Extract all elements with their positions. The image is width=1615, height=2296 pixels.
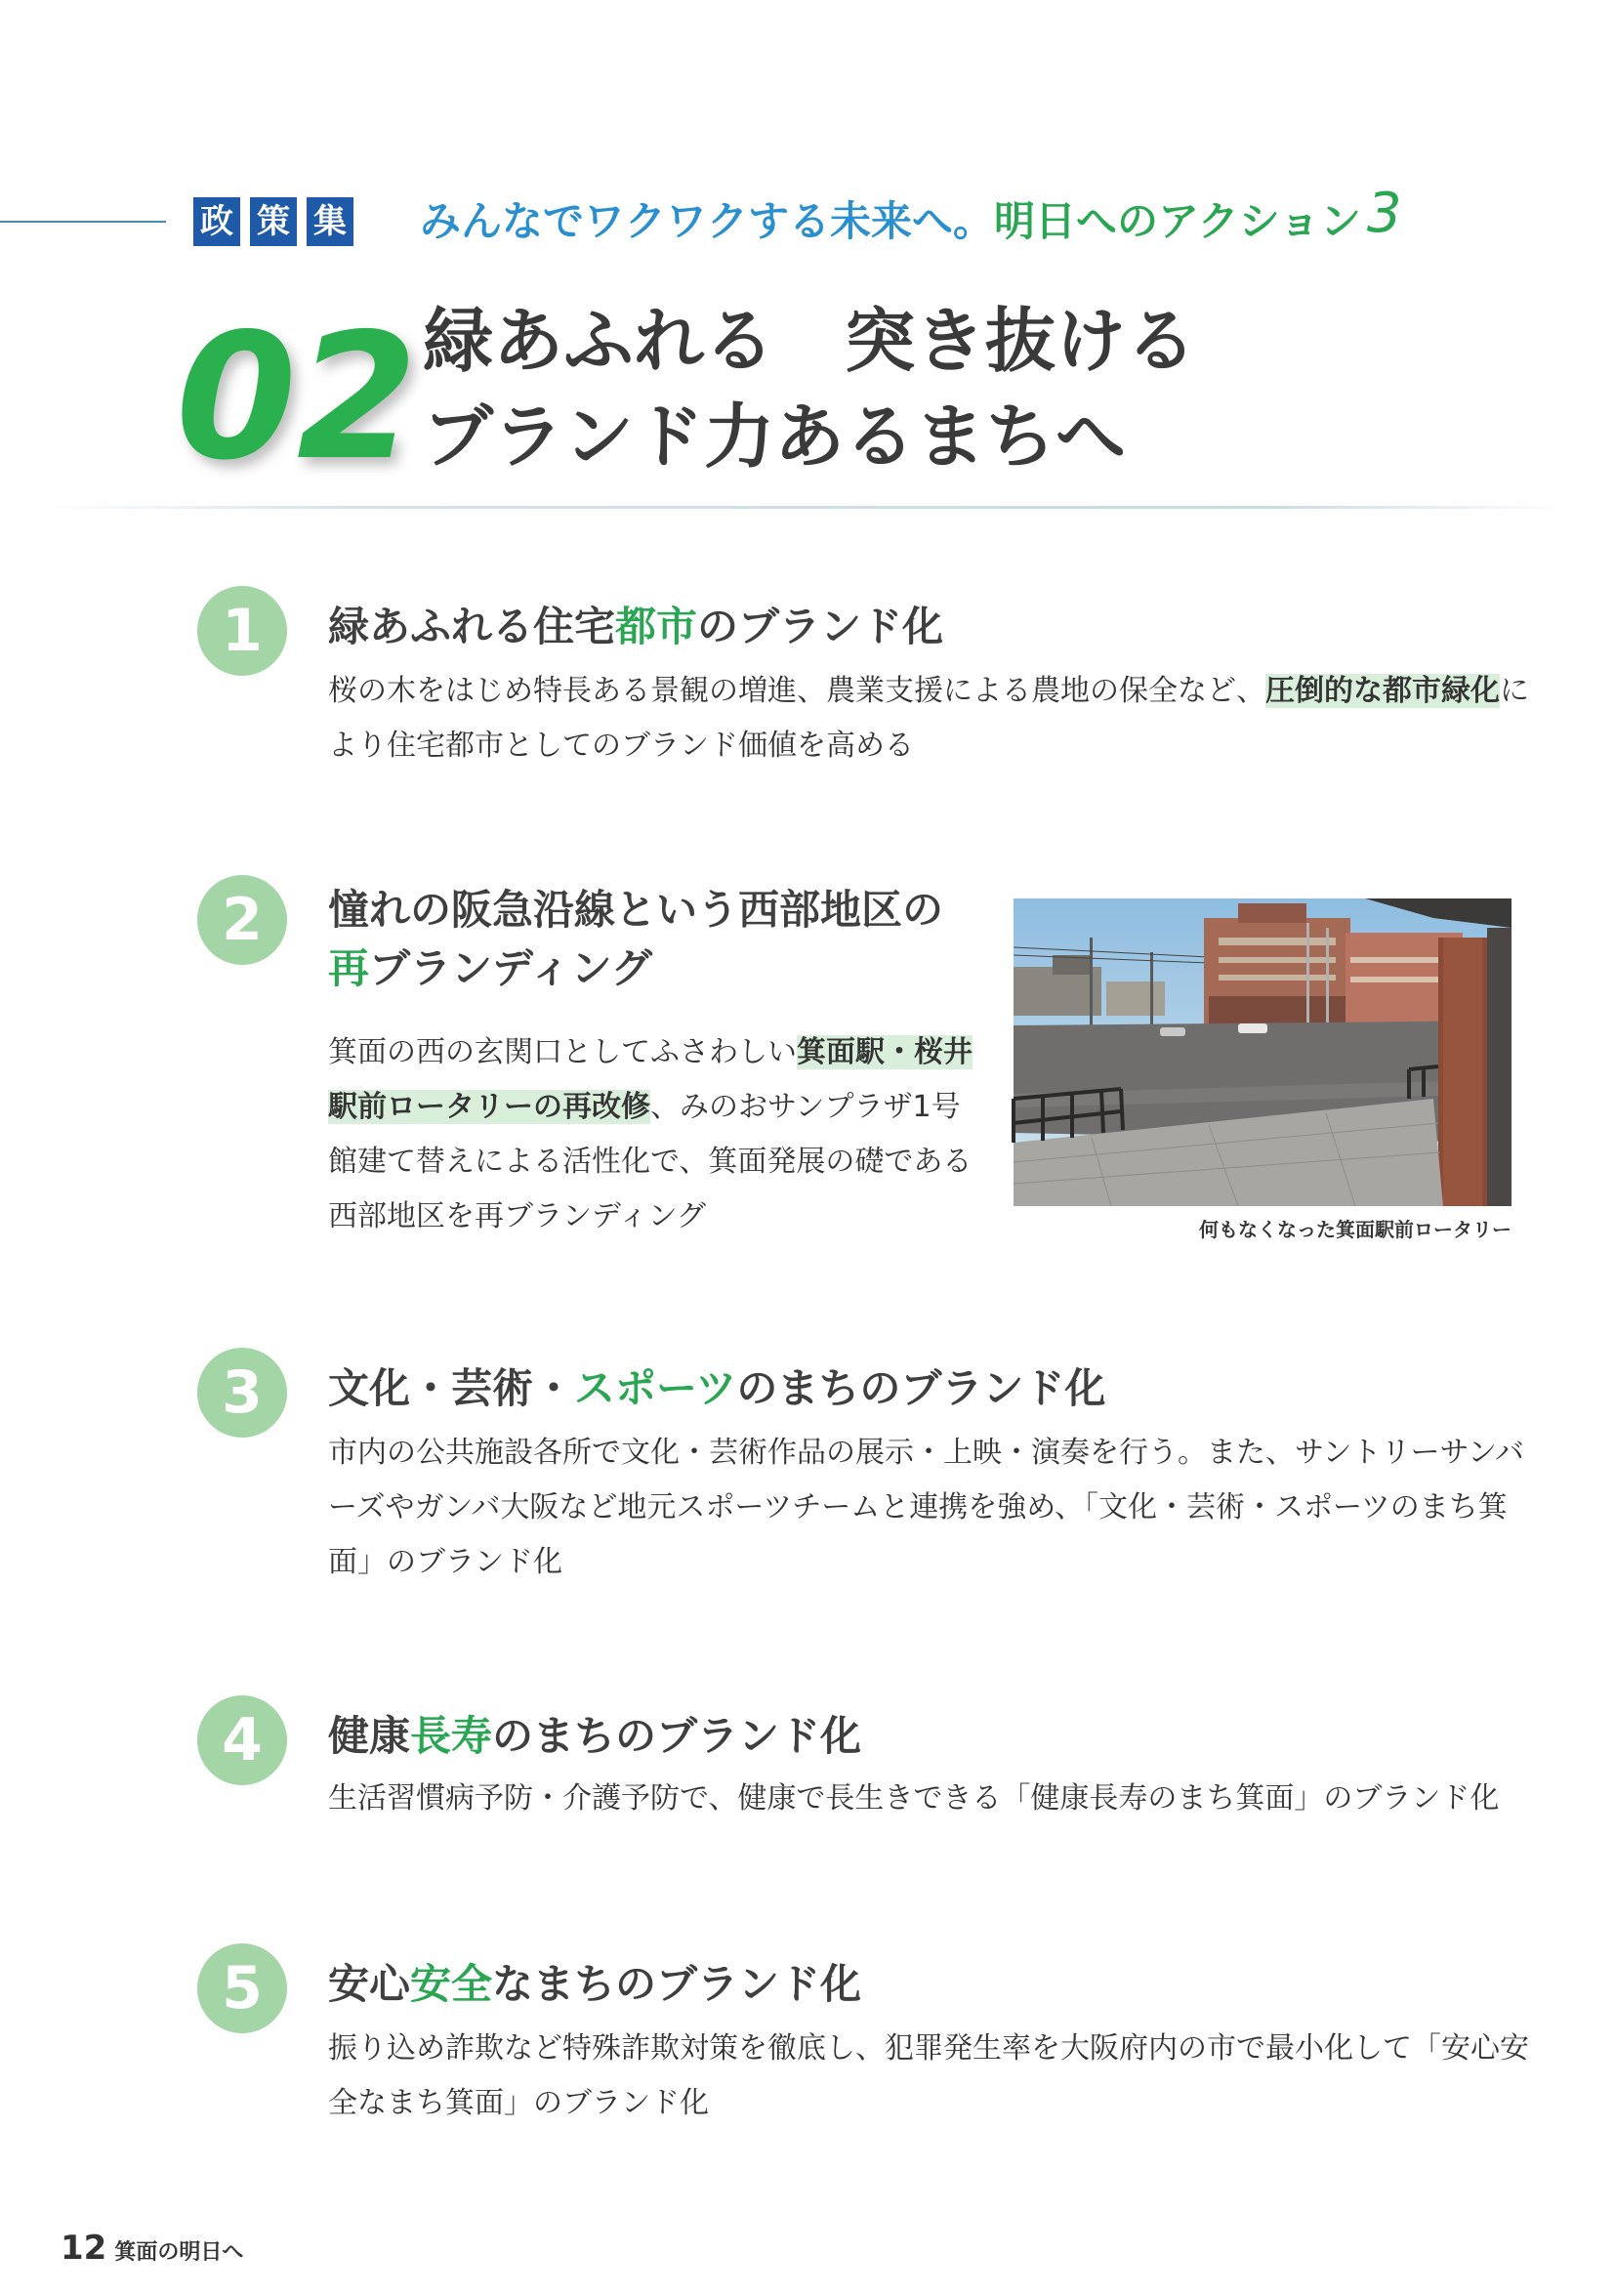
item-2-title-pre: 憧れの阪急沿線という西部地区の <box>328 886 944 934</box>
page-title <box>423 293 1196 484</box>
item-2-title-post: ブランディング <box>369 944 652 992</box>
item-1-body-pre: 桜の木をはじめ特長ある景観の増進、農業支援による農地の保全など、 <box>328 674 1265 708</box>
item-1-title-pre: 緑あふれる住宅 <box>328 603 616 650</box>
item-3-title-post: のまちのブランド化 <box>736 1364 1106 1412</box>
tagline-number: 3 <box>1366 182 1402 245</box>
photo-illustration <box>1014 898 1511 1206</box>
page-number: 12 <box>61 2229 107 2268</box>
item-4-title-post: のまちのブランド化 <box>492 1712 862 1760</box>
tagline-part2: 明日へのアクション <box>994 197 1361 245</box>
item-2-title <box>328 881 953 998</box>
header-rule <box>0 221 166 223</box>
item-2-body <box>328 1025 973 1244</box>
item-2-number-badge: 2 <box>197 875 287 965</box>
item-5-body: 振り込め詐欺など特殊詐欺対策を徹底し、犯罪発生率を大阪府内の市で最小化して「安心安全なまち箕面」のブランド化 <box>328 2031 1529 2120</box>
photo-caption: 何もなくなった箕面駅前ロータリー <box>1199 1218 1511 1241</box>
item-3-title-highlight: スポーツ <box>574 1364 737 1412</box>
item-1-title <box>328 598 943 656</box>
item-2-body-post: 、みのおサンプラザ1号館建て替えによる活性化で、箕面発展の礎である西部地区を再ブランディング <box>328 1090 973 1233</box>
section-number-text: 02 <box>176 296 418 498</box>
section-number <box>174 293 418 498</box>
item-4-body: 生活習慣病予防・介護予防で、健康で長生きできる「健康長寿のまち箕面」のブランド化 <box>328 1781 1500 1816</box>
item-4-title <box>328 1707 861 1766</box>
item-5-title-pre: 安心 <box>328 1960 411 2008</box>
title-divider <box>39 506 1572 509</box>
item-4-number-badge: 4 <box>197 1695 287 1785</box>
tagline-part1: みんなでワクワクする未来へ。 <box>420 197 995 245</box>
item-1-body <box>328 664 1529 773</box>
policy-tag-1: 政 <box>193 197 240 246</box>
policy-tag-3: 集 <box>307 197 353 246</box>
item-3-title <box>328 1359 1105 1418</box>
item-1-body-highlight: 圧倒的な都市緑化 <box>1265 674 1500 708</box>
item-2-body-highlight: 箕面駅・桜井駅前ロータリーの再改修 <box>328 1035 973 1124</box>
item-2-title-highlight: 再 <box>328 944 370 992</box>
item-5-title <box>328 1955 861 2014</box>
item-1-title-post: のブランド化 <box>697 603 944 650</box>
item-1-body-post: により住宅都市としてのブランド価値を高める <box>328 674 1529 763</box>
item-1-number-badge: 1 <box>197 586 287 676</box>
page-title-line2: ブランド力あるまちへ <box>423 396 1127 478</box>
item-5-number-badge: 5 <box>197 1943 287 2033</box>
item-4-title-pre: 健康 <box>328 1712 411 1760</box>
item-5-title-highlight: 安全 <box>410 1960 493 2008</box>
item-3-body: 市内の公共施設各所で文化・芸術作品の展示・上映・演奏を行う。また、サントリーサンバーズやガンバ大阪など地元スポーツチームと連携を強め、「文化・芸術・スポーツのまち箕面」のブランド化 <box>328 1436 1524 1579</box>
section-number-graphic <box>174 293 418 498</box>
station-rotary-photo <box>1014 898 1511 1206</box>
item-5-title-post: なまちのブランド化 <box>492 1960 862 2008</box>
item-3-number-badge: 3 <box>197 1348 287 1438</box>
page-footer <box>61 2229 243 2268</box>
policy-tag-2: 策 <box>250 197 297 246</box>
page-title-line1: 緑あふれる 突き抜ける <box>423 300 1197 382</box>
item-4-title-highlight: 長寿 <box>410 1712 493 1760</box>
item-2-body-pre: 箕面の西の玄関口としてふさわしい <box>328 1035 797 1069</box>
footer-text: 箕面の明日へ <box>114 2240 244 2265</box>
item-1-title-highlight: 都市 <box>615 603 698 650</box>
tagline <box>420 182 1402 249</box>
item-3-title-pre: 文化・芸術・ <box>328 1364 575 1412</box>
